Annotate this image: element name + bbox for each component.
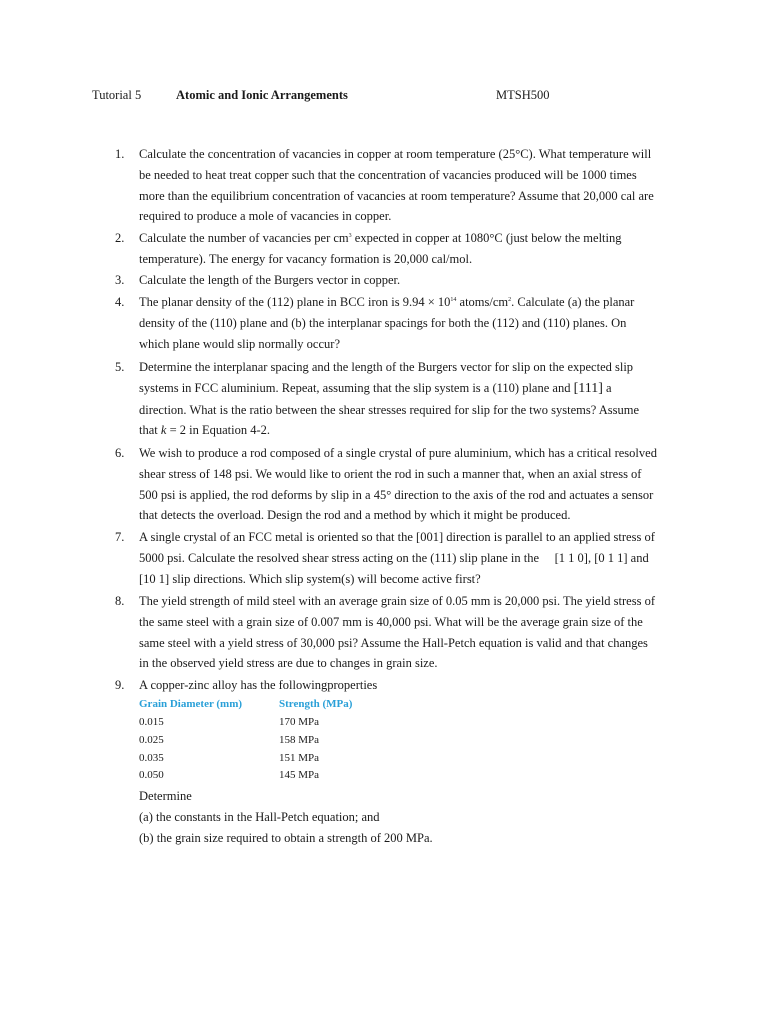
text-run: a: [602, 380, 612, 395]
question-line: be needed to heat treat copper such that the concentration of vacancies produced will be 1000 times: [139, 167, 637, 182]
table-cell: 151 MPa: [279, 752, 320, 764]
question-text: [139, 591, 679, 674]
question-line: which plane would slip normally occur?: [139, 336, 340, 351]
question-text: [139, 270, 679, 291]
question-line: The yield strength of mild steel with an average grain size of 0.05 mm is 20,000 psi. The yield stress of: [139, 594, 655, 608]
question-line: more than the equilibrium concentration of vacancies at room temperature? Assume that 20,000 cal are: [139, 188, 654, 203]
document-title: Atomic and Ionic Arrangements: [176, 88, 348, 102]
table-cell: 0.050: [139, 769, 164, 781]
table-cell: 145 MPa: [279, 769, 320, 781]
sub-question-b: (b) the grain size required to obtain a strength of 200 MPa.: [139, 831, 433, 845]
question-line: [139, 292, 679, 313]
question-line: Determine the interplanar spacing and the length of the Burgers vector for slip on the expected slip: [139, 360, 634, 374]
superscript: 2: [508, 297, 512, 303]
table-header-strength: Strength (MPa): [279, 698, 353, 710]
question-number: 6.: [115, 446, 125, 460]
question-text: [139, 443, 679, 526]
table-cell: 0.035: [139, 752, 164, 764]
question-text: [139, 357, 679, 441]
question-line: 500 psi is applied, the rod deforms by slip in a 45° direction to the axis of the rod and actuates a sensor: [139, 487, 654, 502]
question-text: [139, 527, 679, 589]
superscript: 14: [450, 297, 457, 303]
question-line: in the observed yield stress are due to changes in grain size.: [139, 656, 438, 671]
question-line: density of the (110) plane and (b) the interplanar spacings for both the (112) and (110) planes. On: [139, 315, 627, 330]
text-run: that: [139, 423, 161, 438]
question-line: We wish to produce a rod composed of a single crystal of pure aluminium, which has a critical resolved: [139, 446, 657, 460]
question-number: 3.: [115, 273, 125, 287]
question-number: 2.: [115, 231, 125, 245]
question-number: 7.: [115, 530, 125, 544]
text-run: The planar density of the (112) plane in BCC iron is 9.94 × 10: [139, 295, 451, 309]
text-run: = 2 in Equation 4-2.: [166, 423, 271, 438]
question-line: A single crystal of an FCC metal is oriented so that the [001] direction is parallel to an applied stress of: [139, 530, 655, 544]
question-text: [139, 144, 679, 227]
determine-label: Determine: [139, 789, 192, 803]
sub-question-a: (a) the constants in the Hall-Petch equation; and: [139, 810, 380, 824]
question-line: [10 1] slip directions. Which slip system(s) will become active first?: [139, 571, 481, 586]
text-run: systems in FCC aluminium. Repeat, assuming that the slip system is a (110) plane and: [139, 380, 574, 395]
table-cell: 0.015: [139, 716, 164, 728]
question-number: 9.: [115, 678, 125, 692]
question-line: the same steel with a grain size of 0.007 mm is 40,000 psi. What will be the average grain size of the: [139, 614, 643, 629]
text-run: Calculate the number of vacancies per cm: [139, 231, 349, 245]
question-text: [139, 292, 679, 354]
question-number: 8.: [115, 594, 125, 608]
table-cell: 0.025: [139, 734, 164, 746]
question-line: direction. What is the ratio between the shear stresses required for slip for the two systems? Assume: [139, 402, 639, 417]
question-text: [139, 228, 679, 270]
question-number: 4.: [115, 295, 125, 309]
course-code: MTSH500: [496, 88, 550, 102]
question-line: 5000 psi. Calculate the resolved shear stress acting on the (111) slip plane in the [1 1 0], [0 1 1] and: [139, 550, 649, 565]
question-number: 1.: [115, 147, 125, 161]
page-header: [0, 88, 768, 104]
table-header-grain-diameter: Grain Diameter (mm): [139, 698, 243, 710]
table-cell: 170 MPa: [279, 716, 320, 728]
question-line: temperature). The energy for vacancy formation is 20,000 cal/mol.: [139, 251, 473, 266]
direction-notation: [111]: [573, 380, 603, 396]
text-run: . Calculate (a) the planar: [511, 295, 635, 309]
text-run: atoms/cm: [456, 295, 509, 309]
question-line: shear stress of 148 psi. We would like to orient the rod in such a manner that, when an axial stress of: [139, 466, 642, 481]
question-line: required to produce a mole of vacancies in copper.: [139, 209, 392, 224]
text-run: expected in copper at 1080°C (just below the melting: [351, 231, 622, 245]
question-line: that detects the overload. Design the rod and a method by which it might be produced.: [139, 508, 571, 523]
question-line: [139, 420, 679, 441]
question-line: Calculate the concentration of vacancies in copper at room temperature (25°C). What temperature will: [139, 147, 652, 161]
question-text: [139, 675, 679, 696]
question-number: 5.: [115, 360, 125, 374]
question-line: same steel with a yield stress of 30,000 psi? Assume the Hall-Petch equation is valid and that changes: [139, 635, 648, 650]
question-line: [139, 228, 679, 249]
tutorial-label: Tutorial 5: [92, 88, 142, 102]
question-line: Calculate the length of the Burgers vector in copper.: [139, 273, 401, 287]
table-cell: 158 MPa: [279, 734, 320, 746]
question-line: A copper-zinc alloy has the followingproperties: [139, 678, 378, 692]
superscript: 3: [348, 233, 352, 239]
question-line: [139, 378, 679, 400]
variable-k: k: [160, 423, 167, 438]
